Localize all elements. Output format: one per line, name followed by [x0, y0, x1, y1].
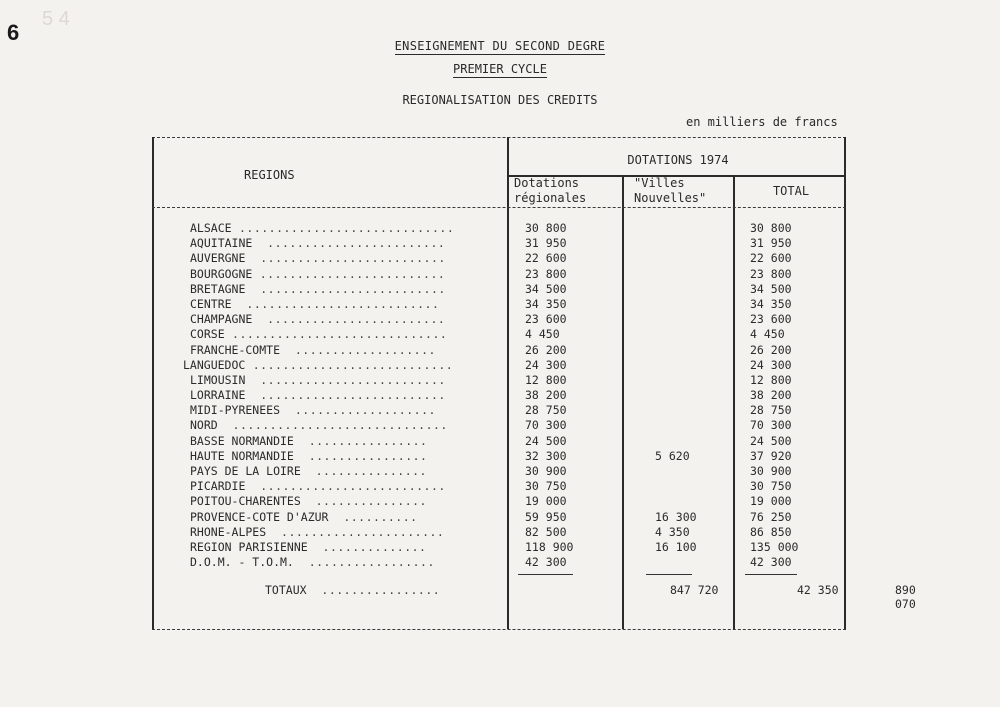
table-row: [150, 388, 850, 403]
regional-value: 118 900: [525, 539, 574, 554]
regional-value: 30 900: [525, 464, 567, 478]
total-value: 28 750: [750, 403, 792, 418]
region-name: [190, 464, 427, 479]
region-label: BASSE NORMANDIE: [190, 433, 294, 448]
regional-value: 23 600: [525, 312, 567, 327]
region-name: [190, 479, 446, 494]
leader-dots: ........................: [252, 236, 446, 251]
table-bottom-border: [152, 629, 846, 630]
total-value: 30 800: [750, 221, 792, 235]
region-label: AUVERGNE: [190, 251, 246, 266]
leader-dots: ................: [293, 448, 428, 463]
leader-dots: .........................: [245, 281, 446, 296]
total-value: 42 300: [750, 555, 792, 570]
title-line-1: ENSEIGNEMENT DU SECOND DEGRE: [394, 39, 606, 53]
totals-regional: 847 720: [670, 583, 719, 597]
total-value: 76 250: [750, 509, 792, 524]
regional-value: 34 500: [525, 281, 567, 296]
region-name: [190, 540, 426, 555]
region-label: REGION PARISIENNE: [190, 539, 308, 554]
regional-value: 24 300: [525, 357, 567, 372]
totals-label: [265, 583, 440, 597]
region-name: [190, 297, 439, 312]
region-name: [190, 312, 445, 327]
document-title: [300, 39, 700, 53]
regional-value: 4 450: [525, 327, 560, 342]
header-bottom-rule: [152, 207, 846, 208]
total-value: 31 950: [750, 236, 792, 251]
villes-value: 4 350: [655, 524, 690, 539]
leader-dots: ...........................: [245, 357, 454, 372]
table-row: [150, 312, 850, 327]
table-row: [150, 221, 850, 236]
regional-value: 26 200: [525, 342, 567, 357]
leader-dots: ...............: [300, 464, 427, 478]
regional-value: 32 300: [525, 448, 567, 463]
leader-dots: .............................: [231, 221, 455, 235]
leader-dots: .........................: [245, 479, 446, 494]
region-label: RHONE-ALPES: [190, 524, 267, 539]
region-name: [190, 388, 446, 403]
regional-value: 24 500: [525, 433, 567, 448]
region-name: [190, 449, 427, 464]
region-label: PROVENCE-COTE D'AZUR: [190, 509, 329, 524]
total-value: 34 500: [750, 281, 792, 296]
bleed-through-mark: 5 4: [42, 8, 70, 30]
region-label: POITOU-CHARENTES: [190, 494, 301, 509]
villes-value: 16 100: [655, 539, 697, 554]
totals-name: TOTAUX: [265, 583, 307, 597]
table-row: [150, 327, 850, 342]
region-label: PICARDIE: [190, 479, 246, 494]
header-total: TOTAL: [772, 184, 810, 198]
leader-dots: ...................: [280, 403, 436, 418]
total-rule-total: [745, 574, 797, 575]
table-top-border: [152, 137, 846, 138]
region-name: [190, 373, 446, 388]
region-label: AQUITAINE: [190, 236, 253, 251]
table-row: [150, 358, 850, 373]
table-row: [150, 540, 850, 555]
header-sub2-line1: "Villes: [634, 176, 685, 190]
total-rule-villes: [646, 574, 692, 575]
leader-dots: ................: [293, 433, 428, 448]
total-value: 12 800: [750, 372, 792, 387]
leader-dots: .........................: [245, 372, 446, 387]
region-label: NORD: [190, 418, 218, 433]
region-name: [190, 251, 446, 266]
villes-value: 16 300: [655, 509, 697, 524]
total-value: 30 900: [750, 464, 792, 478]
table-row: [150, 267, 850, 282]
header-sub2-line2: Nouvelles": [634, 191, 707, 205]
leader-dots: ........................: [252, 312, 446, 327]
leader-dots: .........................: [245, 251, 446, 266]
regional-value: 12 800: [525, 372, 567, 387]
region-label: PAYS DE LA LOIRE: [190, 464, 301, 478]
region-name: [190, 343, 436, 358]
regional-value: 19 000: [525, 494, 567, 509]
regional-value: 23 800: [525, 266, 567, 281]
leader-dots: ...................: [280, 342, 436, 357]
regional-value: 70 300: [525, 418, 567, 433]
table-row: [150, 434, 850, 449]
table-row: [150, 525, 850, 540]
region-label: BOURGOGNE: [190, 266, 253, 281]
total-value: 70 300: [750, 418, 792, 433]
header-sub1-line2: régionales: [514, 191, 587, 205]
region-label: CHAMPAGNE: [190, 312, 253, 327]
region-name: [190, 267, 445, 282]
region-name: [190, 403, 436, 418]
region-name: [183, 358, 453, 373]
region-name: [190, 327, 447, 342]
region-label: BRETAGNE: [190, 281, 246, 296]
leader-dots: .........................: [252, 266, 446, 281]
total-value: 23 600: [750, 312, 792, 327]
document-subtitle: [300, 62, 700, 76]
region-label: LORRAINE: [190, 388, 246, 403]
total-value: 24 500: [750, 433, 792, 448]
table-row: [150, 373, 850, 388]
table-row: [150, 464, 850, 479]
total-value: 19 000: [750, 494, 792, 509]
total-value: 34 350: [750, 296, 792, 311]
table-row: [150, 251, 850, 266]
header-dotations-regionales: [514, 176, 586, 206]
region-name: [190, 525, 444, 540]
total-value: 24 300: [750, 357, 792, 372]
regional-value: 30 750: [525, 479, 567, 494]
leader-dots: ...............: [300, 494, 427, 509]
region-label: ALSACE: [190, 221, 232, 235]
total-value: 37 920: [750, 448, 792, 463]
table-row: [150, 418, 850, 433]
document-heading: REGIONALISATION DES CREDITS: [402, 93, 598, 107]
region-name: [190, 434, 427, 449]
leader-dots: .............................: [217, 418, 448, 433]
leader-dots: ......................: [266, 524, 445, 539]
leader-dots: ..........................: [231, 296, 440, 311]
table-row: [150, 403, 850, 418]
header-regions: REGIONS: [244, 168, 295, 182]
totals-total: 890 070: [895, 583, 916, 611]
table-row: [150, 494, 850, 509]
units-note: en milliers de francs: [686, 115, 838, 129]
region-label: LIMOUSIN: [190, 372, 246, 387]
total-value: 26 200: [750, 342, 792, 357]
total-rule-regional: [518, 574, 573, 575]
regional-value: 34 350: [525, 296, 567, 311]
table-row: [150, 449, 850, 464]
regional-value: 82 500: [525, 524, 567, 539]
leader-dots: .........................: [245, 388, 446, 403]
table-row: [150, 343, 850, 358]
header-dotations-1974: DOTATIONS 1974: [627, 153, 729, 167]
leader-dots: .............................: [224, 327, 448, 342]
regional-value: 28 750: [525, 403, 567, 418]
region-name: [190, 494, 427, 509]
regional-value: 31 950: [525, 236, 567, 251]
region-label: MIDI-PYRENEES: [190, 403, 281, 418]
leader-dots: .................: [293, 555, 435, 570]
table-row: [150, 282, 850, 297]
region-name: [190, 221, 454, 236]
table-row: [150, 479, 850, 494]
totals-dots: ................: [306, 583, 441, 597]
region-label: HAUTE NORMANDIE: [190, 448, 294, 463]
totals-villes: 42 350: [797, 583, 839, 597]
region-name: [190, 282, 446, 297]
regional-value: 59 950: [525, 509, 567, 524]
header-villes-nouvelles: [634, 176, 706, 206]
region-name: [190, 236, 445, 251]
leader-dots: ..............: [307, 539, 427, 554]
total-value: 38 200: [750, 388, 792, 403]
table-row: [150, 236, 850, 251]
title-line-2: PREMIER CYCLE: [453, 62, 547, 76]
region-label: LANGUEDOC: [183, 357, 246, 372]
region-label: FRANCHE-COMTE: [190, 342, 281, 357]
total-value: 23 800: [750, 266, 792, 281]
total-value: 22 600: [750, 251, 792, 266]
header-sub1-line1: Dotations: [514, 176, 580, 190]
region-name: [190, 418, 448, 433]
region-label: CENTRE: [190, 296, 232, 311]
total-value: 86 850: [750, 524, 792, 539]
table-row: [150, 555, 850, 570]
table-row: [150, 297, 850, 312]
region-name: [190, 555, 435, 570]
region-name: [190, 510, 418, 525]
page-number: 6: [7, 20, 20, 45]
total-value: 135 000: [750, 539, 799, 554]
leader-dots: ..........: [328, 509, 418, 524]
regional-value: 38 200: [525, 388, 567, 403]
regional-value: 22 600: [525, 251, 567, 266]
total-value: 30 750: [750, 479, 792, 494]
regional-value: 42 300: [525, 555, 567, 570]
table-body: [150, 221, 850, 570]
region-label: D.O.M. - T.O.M.: [190, 555, 294, 570]
villes-value: 5 620: [655, 448, 690, 463]
table-row: [150, 510, 850, 525]
region-label: CORSE: [190, 327, 225, 342]
total-value: 4 450: [750, 327, 785, 342]
regional-value: 30 800: [525, 221, 567, 235]
